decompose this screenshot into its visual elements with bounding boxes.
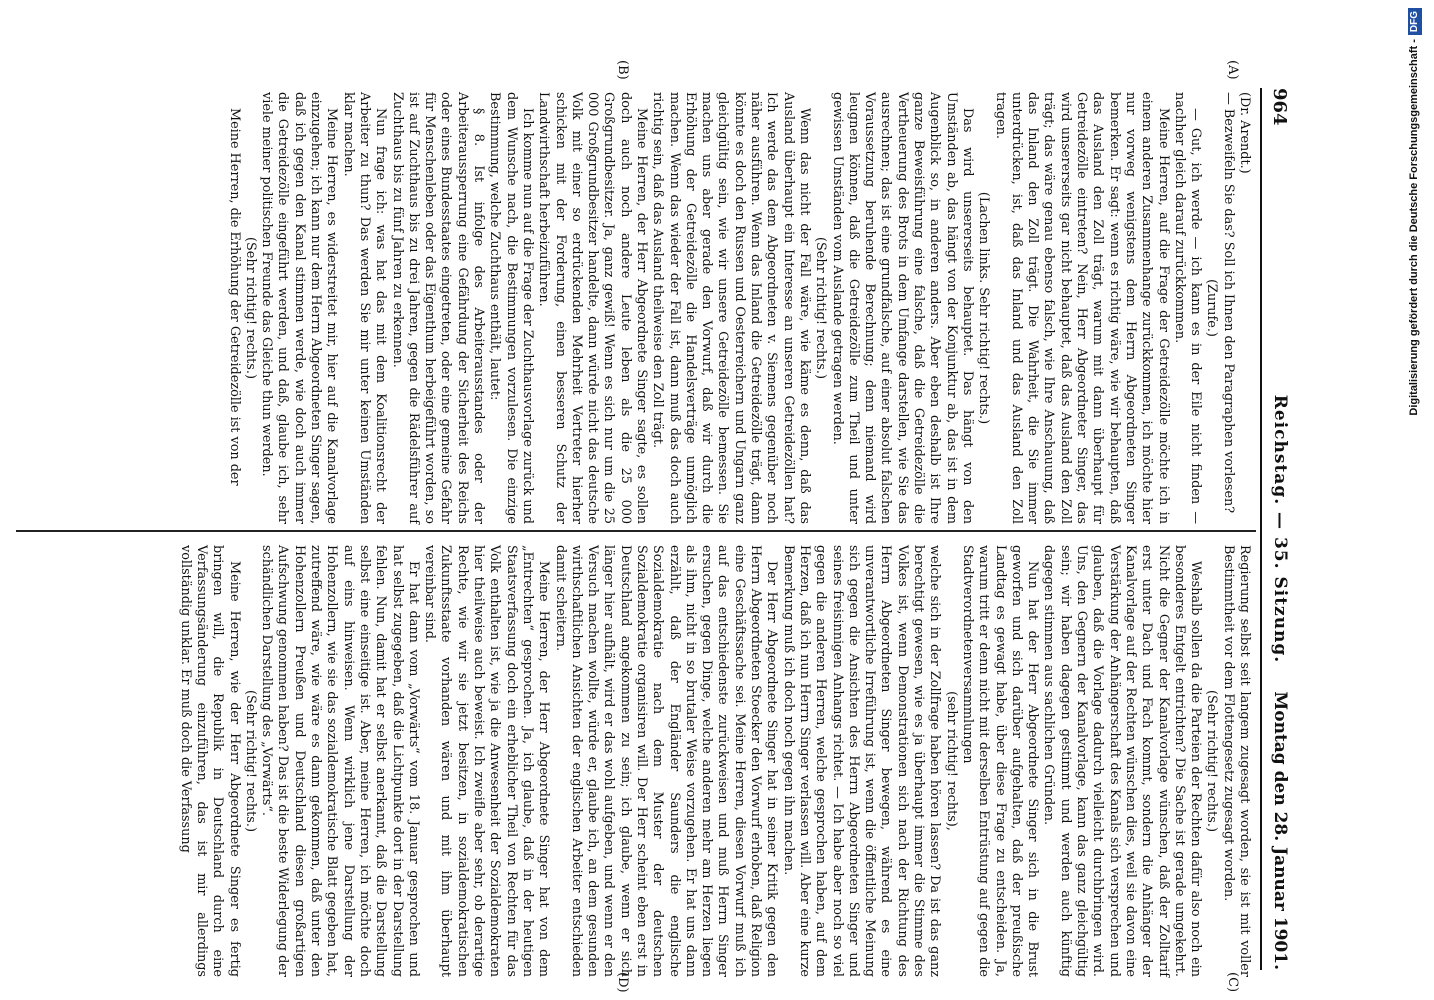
paragraph: Meine Herren, auf die Frage der Getreidezölle möchte ich in einem anderen Zusammenhange zurückkommen, ich möchte hier nur vorweg wenigstens dem Herrn Abgeordneten Singer bemerken. Er sagt: wenn es richtig wäre, wie wir behaupten, daß das Ausland den Zoll trägt, warum mit dann überhaupt für Getreidezölle eintreten? Nein, Herr Abgeordneter Singer, das wird unsererseits gar nicht behauptet, daß das Ausland den Zoll trägt; das wäre genau ebenso falsch, wie Ihre Anschauung, daß das Inland den Zoll trägt. Die Wahrheit, die Sie immer unterdrücken, ist, daß das Inland und das Ausland den Zoll tragen. <box>992 92 1171 524</box>
session-date: Montag den 28. Januar 1901. <box>1270 691 1290 970</box>
text-column-left <box>225 92 1252 524</box>
paragraph: Wenn das nicht der Fall wäre, wie käme es denn, daß das Ausland überhaupt ein Interesse an unseren Getreidezöllen hat? Ich werde das dem Abgeordneten v. Siemens gegenüber noch näher ausführen. Wenn das Inland die Getreidezölle trägt, dann könnte es doch den Russen und Oesterreichern und Ungarn ganz gleichgültig sein, wie wir unsere Getreidezölle bemessen. Sie machen uns aber gerade den Vorwurf, daß wir durch die Erhöhung der Getreidezölle die Handelsverträge unmöglich machen. Wenn das wieder der Fall ist, dann muß das doch auch richtig sein, daß das Ausland theilweise den Zoll trägt. <box>650 92 812 524</box>
paragraph: Der Herr Abgeordnete Singer hat in seiner Kritik gegen den Herrn Abgeordneten Stoecker den Vorwurf erhoben, daß Religion eine Geschäftssache sei. Meine Herren, diesen Vorwurf muß ich auf das entschiedenste zurückweisen und muß Herrn Singer ersuchen, gegen Dinge, welche anderen mehr am Herzen liegen als ihm, nicht in so brutaler Weise vorzugehen. Er hat uns dann erzählt, daß der Engländer Saunders die englische Sozialdemokratie nach dem Muster der deutschen Sozialdemokratie organisiren will. Der Herr scheint eben erst in Deutschland angekommen zu sein; ich glaube, wenn er sich länger hier aufhält, wird er das wohl aufgeben, und wenn er den Versuch machen wollte, würde er, glaube ich, an dem gesunden wirthschaftlichen Ansichten der englischen Arbeiter entschieden damit scheitern. <box>552 545 780 977</box>
session-title: Reichstag. — 35. Sitzung. <box>1270 394 1290 664</box>
paragraph: Meine Herren, es widerstreitet mir, hier auf die Kanalvorlage einzugehen; ich kann nur dem Herrn Abgeordneten Singer sagen, daß ich gegen den Kanal stimmen werde, wie doch auch immer die Getreidezölle eingeführt werden, und daß, glaube ich, sehr viele meiner politischen Freunde das Gleiche thun werden. <box>259 92 340 524</box>
margin-mark-a: (A) <box>1225 60 1240 80</box>
header-rule <box>1260 88 1262 970</box>
interjection: (Sehr richtig! rechts.) <box>1204 690 1220 832</box>
interjection: (Zurufe.) <box>1204 279 1220 337</box>
interjection: (Lachen links. Sehr richtig! rechts.) <box>976 191 992 425</box>
paragraph: — Gut, ich werde — ich kann es in der Eile nicht finden — nachher gleich darauf zurückkommen. <box>1171 92 1204 524</box>
paragraph: Weshalb sollen da die Parteien der Rechten dafür also noch ein besonderes Entgelt entrichten? Die Sache ist gerade umgekehrt. Nicht die Gegner der Kanalvorlage wünschen, daß der Zolltarif erst unter Dach und Fach kommt, sondern die Anhänger der Kanalvorlage auf der Rechten wünschen dies, weil sie davon eine Verstärkung der Anhängerschaft des Kanals sich versprechen und glauben, daß die Vorlage dadurch vielleicht durchbringen wird. Uns, den Gegnern der Kanalvorlage, kann das ganz gleichgültig sein; wir haben dagegen gestimmt und werden auch künftig dagegen stimmen aus sachlichen Gründen. <box>1041 545 1204 977</box>
paragraph: § 8. Ist infolge des Arbeiterausstandes oder der Arbeiteraussperrung eine Gefährdung der Sicherheit des Reichs oder eines Bundesstaates eingetreten, oder eine gemeine Gefahr für Menschenleben oder das Eigenthum herbeigeführt worden, so ist auf Zuchthaus bis zu drei Jahren, gegen die Rädelsführer auf Zuchthaus bis zu fünf Jahren zu erkennen. <box>389 92 487 524</box>
paragraph: Meine Herren, der Herr Abgeordnete Singer hat von dem „Entrechten“ gesprochen. Ja, ich glaube, daß in der heutigen Staatsverfassung doch ein erheblicher Theil von Rechten für das Volk enthalten ist, wie ja die Anwesenheit der Sozialdemokraten hier theilweise auch beweist. Ich zweifle aber sehr, ob derartige Rechte, wie wir sie jetzt besitzen, in sozialdemokratischen Zukunftsstaate vorhanden wären und mit ihm überhaupt vereinbar sind. <box>422 545 552 977</box>
page-header <box>1264 88 1298 970</box>
paragraph: Nun frage ich: was hat das mit dem Koalitionsrecht der Arbeiter zu thun? Das werden Sie mir unter keinen Umständen klar machen. <box>340 92 389 524</box>
paragraph: Nun hat der Herr Abgeordnete Singer sich in die Brust geworfen und sich darüber aufgehalten, daß der preußische Landtag es gewagt habe, über diese Frage zu entscheiden. Ja, warum tritt er denn nicht mit derselben Entrüstung auf gegen die Stadtverordnetenversammlungen <box>959 545 1041 977</box>
paragraph: Meine Herren, die Erhöhung der Getreidezölle ist von der <box>226 108 242 486</box>
paragraph: Das wird unsererseits behauptet. Das hängt von den Umständen ab, das hängt von der Konjunktur ab, das ist in dem Augenblick so, in anderen anders. Aber eben deshalb ist Ihre ganze Beweisführung eine falsche, daß die Getreidezölle die Vertheuerung des Brots in dem Umfange darstellen, wie Sie das ausrechnen; das ist eine grundfalsche, auf einer absolut falschen Voraussetzung beruhende Berechnung; denn niemand wird leugnen können, daß die Getreidezölle zum Theil und unter gewissen Umständen vom Auslande getragen werden. <box>829 92 975 524</box>
interjection: (sehr richtig! rechts), <box>943 691 959 831</box>
interjection: (Sehr richtig! rechts.) <box>242 690 258 832</box>
interjection: (Sehr richtig! rechts.) <box>242 237 258 379</box>
page-number: 964 <box>1269 88 1290 126</box>
column-divider <box>16 530 1256 532</box>
digitization-watermark <box>1404 8 1424 992</box>
watermark-text: Digitalisierung gefördert durch die Deutsche Forschungsgemeinschaft - <box>1408 39 1420 416</box>
paragraph: Meine Herren, der Herr Abgeordnete Singer sagte, es sollen doch auch noch andere Leute leben als die 25 000 Großgrundbesitzer. Ja, ganz gewiß! Wenn es sich nur um die 25 000 Großgrundbesitzer handelte, dann würde nicht das deutsche Volk mit einer so erdrückenden Mehrheit Vertreter hierher schicken mit der Forderung, einen besseren Schutz der Landwirthschaft herbeizuführen. <box>536 92 650 524</box>
paragraph: Regierung selbst seit langem zugesagt worden, sie ist mit voller Bestimmtheit vor dem Flottengesetz zugesagt worden. <box>1220 545 1252 977</box>
margin-mark-c: (C) <box>1225 972 1240 993</box>
speaker-label: (Dr. Arendt.) <box>1237 92 1252 174</box>
text-column-right <box>176 545 1252 977</box>
margin-mark-d: (D) <box>615 972 630 993</box>
paragraph: Meine Herren, wie der Herr Abgeordnete Singer es fertig bringen will, die Republik in Deutschland durch eine Verfassungsänderung einzuführen, das ist mir allerdings vollständig unklar. Er muß doch die Verfassung <box>177 545 242 977</box>
interjection: (Sehr richtig! rechts.) <box>813 237 829 379</box>
paragraph: — Bezweifeln Sie das? Soll ich Ihnen den Paragraphen vorlesen? <box>1220 92 1236 514</box>
paragraph: welche sich in der Zollfrage haben hören lassen? Da ist das ganz berechtigt gewesen, wie es ja überhaupt immer die Stimme des Volkes ist, wenn Demonstrationen sich nach der Richtung des Herrn Abgeordneten Singer bewegen, während es eine unverantwortliche Irreführung ist, wenn die öffentliche Meinung sich gegen die Ansichten des Herrn Abgeordneten Singer und seines freisinnigen Anhangs richtet. — Ich habe aber noch so viel gegen die anderen Herren, welche gesprochen haben, auf dem Herzen, daß ich nun Herrn Singer verlassen will. Aber eine kurze Bemerkung muß ich doch noch gegen ihn machen. <box>780 545 943 977</box>
dfg-logo: DFG <box>1408 8 1422 35</box>
paragraph: Er hat dann vom „Vorwärts“ vom 18. Januar gesprochen und hat selbst zugegeben, daß die Lichtpunkte dort in der Darstellung fehlen. Nun, damit hat er selbst anerkannt, daß die Darstellung selbst eine einseitige ist. Aber, meine Herren, ich möchte doch auf eins hinweisen. Wenn wirklich jene Darstellung der Hohenzollern, wie sie das sozialdemokratische Blatt gegeben hat, zutreffend wäre, wie wäre es dann gekommen, daß unter den Hohenzollern Preußen und Deutschland diesen großartigen Aufschwung genommen haben? Das ist die beste Widerlegung der schändlichen Darstellung des „Vorwärts“. <box>259 545 421 977</box>
paragraph: Ich komme nun auf die Frage der Zuchthausvorlage zurück und dem Wunsche nach, die Bestimmungen vorzulesen. Die einzige Bestimmung, welche Zuchthaus enthält, lautet: <box>487 92 535 524</box>
margin-mark-b: (B) <box>615 60 630 80</box>
